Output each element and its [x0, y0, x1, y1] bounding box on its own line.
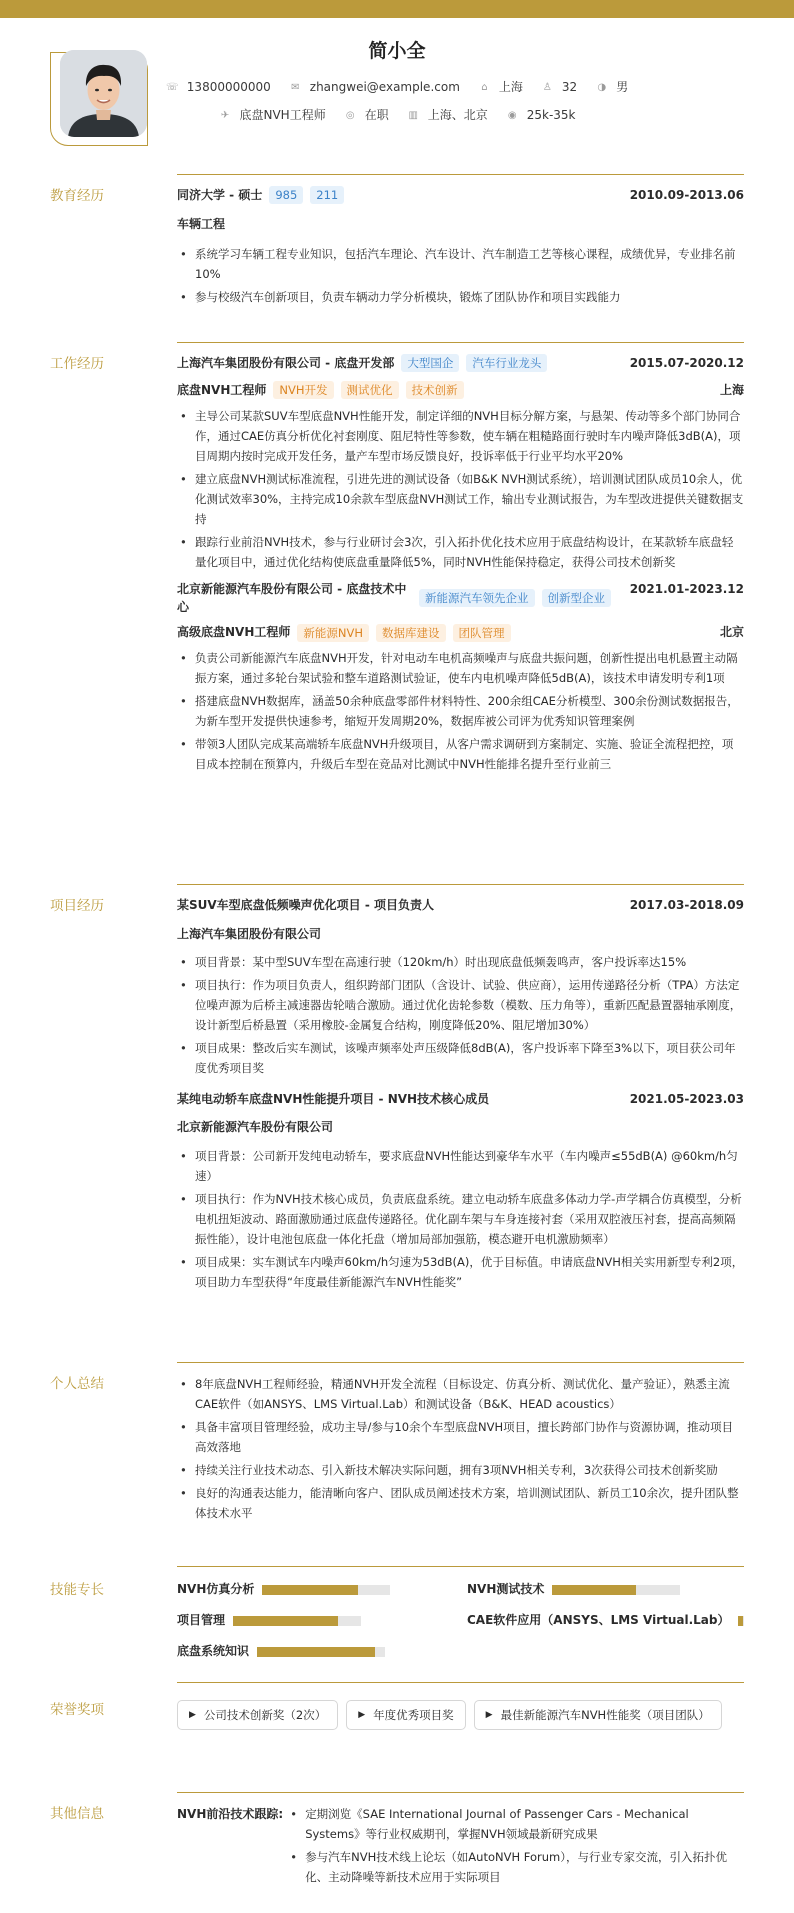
briefcase-icon: ✈ [220, 110, 230, 122]
list-item: • 建立底盘NVH测试标准流程，引进先进的测试设备（如B&K NVH测试系统），培训测试团队成员10余人，优化测试效率30%，主持完成10余款车型底盘NVH测试工作，输出专业测试报告，为车型改进提供关键数据支持 [177, 469, 744, 529]
status-item [344, 106, 389, 125]
skill-item [467, 1611, 744, 1630]
age-item [541, 78, 577, 97]
other-label: NVH前沿技术跟踪: [177, 1807, 284, 1821]
project-company: 北京新能源汽车股份有限公司 [177, 1120, 334, 1135]
skill-level-bar [552, 1585, 680, 1595]
salary-text: 25k-35k [526, 108, 576, 122]
list-item: • 跟踪行业前沿NVH技术，参与行业研讨会3次，引入拓扑优化技术应用于底盘结构设计，在某款轿车底盘轻量化项目中，通过优化结构使底盘重量降低5%，同时NVH性能保持稳定，获得公司技术创新奖 [177, 532, 744, 572]
gender-text: 男 [616, 80, 629, 94]
status-icon: ◎ [345, 110, 355, 122]
salary-item [506, 106, 576, 125]
triangle-icon: ▶ [485, 1710, 493, 1720]
award-badge [474, 1700, 722, 1730]
section-title: 技能专长 [50, 1582, 104, 1598]
city-text: 上海 [498, 80, 523, 94]
major: 车辆工程 [177, 216, 226, 231]
list-item: • 搭建底盘NVH数据库，涵盖50余种底盘零部件材料特性、200余组CAE分析模型、300余份测试数据报告，为新车型开发提供快速参考，缩短开发周期20%，数据库被公司评为优秀知识管理案例 [177, 691, 744, 731]
job-role: 底盘NVH工程师 [177, 382, 267, 397]
skill-level-bar [233, 1616, 361, 1626]
divider [177, 884, 744, 885]
tag: 技术创新 [406, 381, 464, 399]
home-icon: ⌂ [481, 82, 488, 94]
award-label: 公司技术创新奖（2次） [203, 1708, 327, 1722]
company-name: 北京新能源汽车股份有限公司 - 底盘技术中心 [177, 581, 407, 615]
skill-level-fill [738, 1616, 744, 1626]
tag: 新能源汽车领先企业 [419, 589, 535, 607]
skill-level-bar [738, 1616, 745, 1626]
section-title: 个人总结 [50, 1376, 104, 1392]
tag: 985 [269, 186, 303, 204]
job-location: 上海 [719, 382, 744, 397]
award-badge [346, 1700, 465, 1730]
skill-name: CAE软件应用（ANSYS、LMS Virtual.Lab） [467, 1613, 730, 1628]
list-item: • 项目成果：整改后实车测试，该噪声频率处声压级降低8dB(A)，客户投诉率下降至3%以下，项目获公司年度优秀项目奖 [177, 1038, 744, 1078]
divider [177, 1792, 744, 1793]
skill-name: NVH仿真分析 [177, 1582, 255, 1596]
skill-item [177, 1642, 467, 1661]
skill-item [467, 1580, 744, 1599]
list-item: • 参与汽车NVH技术线上论坛（如AutoNVH Forum），与行业专家交流，引入拓扑优化、主动降噪等新技术应用于实际项目 [287, 1847, 744, 1887]
title-text: 底盘NVH工程师 [239, 108, 326, 122]
list-item: • 系统学习车辆工程专业知识，包括汽车理论、汽车设计、汽车制造工艺等核心课程，成绩优异，专业排名前10% [177, 244, 744, 284]
email-text: zhangwei@example.com [309, 80, 460, 94]
money-icon: ◉ [507, 110, 517, 122]
list-item: • 主导公司某款SUV车型底盘NVH性能开发，制定详细的NVH目标分解方案，与悬架、传动等多个部门协同合作，通过CAE仿真分析优化衬套刚度、阻尼特性等参数，使车辆在粗糙路面行驶时车内噪声降低3dB(A)，项目周期内按时完成开发任务，量产车型市场反馈良好，投诉率低于行业平均水平20% [177, 406, 744, 466]
divider [177, 1682, 744, 1683]
tag: 大型国企 [401, 354, 459, 372]
skill-level-bar [262, 1585, 390, 1595]
tag: 数据库建设 [376, 624, 446, 642]
tag: 团队管理 [453, 624, 511, 642]
location-item [407, 106, 488, 125]
location-icon: ▥ [408, 110, 418, 122]
list-item: • 项目背景：某中型SUV车型在高速行驶（120km/h）时出现底盘低频轰鸣声，客户投诉率达15% [177, 952, 744, 972]
list-item: • 8年底盘NVH工程师经验，精通NVH开发全流程（目标设定、仿真分析、测试优化、量产验证），熟悉主流CAE软件（如ANSYS、LMS Virtual.Lab）和测试设备（B&K、HEAD acoustics） [177, 1374, 744, 1414]
location-text: 上海、北京 [427, 108, 488, 122]
title-item [218, 106, 325, 125]
divider [177, 1362, 744, 1363]
age-text: 32 [561, 80, 578, 94]
skill-level-fill [257, 1647, 375, 1657]
divider [177, 1566, 744, 1567]
phone-icon: ☏ [166, 82, 179, 94]
mail-icon: ✉ [291, 82, 300, 94]
phone-item [166, 78, 271, 97]
job-intent-row [0, 106, 794, 125]
phone-text: 13800000000 [186, 80, 271, 94]
list-item: • 定期浏览《SAE International Journal of Passenger Cars - Mechanical Systems》等行业权威期刊，掌握NVH领域最新研究成果 [287, 1804, 744, 1844]
top-accent-bar [0, 0, 794, 18]
list-item: • 持续关注行业技术动态、引入新技术解决实际问题，拥有3项NVH相关专利，3次获得公司技术创新奖励 [177, 1460, 744, 1480]
section-title: 其他信息 [50, 1806, 104, 1822]
list-item: • 项目背景：公司新开发纯电动轿车，要求底盘NVH性能达到豪华车水平（车内噪声≤55dB(A) @60km/h匀速） [177, 1146, 744, 1186]
skill-level-fill [552, 1585, 635, 1595]
tag: 测试优化 [341, 381, 399, 399]
skill-name: 项目管理 [177, 1613, 226, 1628]
date: 2017.03-2018.09 [629, 898, 744, 912]
list-item: • 项目执行：作为项目负责人，组织跨部门团队（含设计、试验、供应商），运用传递路径分析（TPA）方法定位噪声源为后桥主减速器齿轮啮合激励。通过优化齿轮参数（模数、压力角等），重新匹配悬置器轴承刚度，设计新型后桥悬置（采用橡胶-金属复合结构，刚度降低20%、阻尼增加30%） [177, 975, 744, 1035]
city-item [478, 78, 523, 97]
list-item: • 具备丰富项目管理经验，成功主导/参与10余个车型底盘NVH项目，擅长跨部门协作与资源协调，推动项目高效落地 [177, 1417, 744, 1457]
status-text: 在职 [364, 108, 389, 122]
section-title: 项目经历 [50, 898, 104, 914]
award-label: 年度优秀项目奖 [373, 1708, 454, 1722]
contact-row [0, 78, 794, 97]
section-title: 荣誉奖项 [50, 1702, 104, 1718]
divider [177, 174, 744, 175]
tag: 新能源NVH [297, 624, 369, 642]
job-location: 北京 [719, 624, 744, 639]
skill-level-bar [257, 1647, 385, 1657]
school-name: 同济大学 - 硕士 [177, 188, 263, 202]
triangle-icon: ▶ [189, 1710, 196, 1720]
skill-item [177, 1580, 467, 1599]
gender-item [595, 78, 628, 97]
award-badge [177, 1700, 338, 1730]
date: 2015.07-2020.12 [629, 356, 744, 370]
skill-name: NVH测试技术 [467, 1582, 545, 1596]
date: 2021.05-2023.03 [629, 1091, 744, 1106]
section-title: 工作经历 [50, 356, 104, 372]
skill-level-fill [233, 1616, 338, 1626]
user-icon: ♙ [542, 82, 552, 94]
tag: NVH开发 [273, 381, 333, 399]
project-company: 上海汽车集团股份有限公司 [177, 926, 322, 941]
skill-name: 底盘系统知识 [177, 1644, 250, 1659]
gender-icon: ◑ [597, 82, 607, 94]
tag: 211 [310, 186, 344, 204]
list-item: • 项目成果：实车测试车内噪声60km/h匀速为53dB(A)，优于目标值。申请底盘NVH相关实用新型专利2项，项目助力车型获得“年度最佳新能源汽车NVH性能奖” [177, 1252, 744, 1292]
tag: 创新型企业 [542, 589, 612, 607]
triangle-icon: ▶ [358, 1710, 366, 1720]
project-name: 某SUV车型底盘低频噪声优化项目 - 项目负责人 [177, 898, 435, 912]
date: 2010.09-2013.06 [629, 188, 744, 202]
job-role: 高级底盘NVH工程师 [177, 624, 291, 639]
date: 2021.01-2023.12 [629, 581, 744, 596]
section-title: 教育经历 [50, 188, 104, 204]
list-item: • 参与校级汽车创新项目，负责车辆动力学分析模块，锻炼了团队协作和项目实践能力 [177, 287, 744, 307]
list-item: • 良好的沟通表达能力，能清晰向客户、团队成员阐述技术方案，培训测试团队、新员工10余次，提升团队整体技术水平 [177, 1483, 744, 1523]
tag: 汽车行业龙头 [466, 354, 547, 372]
project-name: 某纯电动轿车底盘NVH性能提升项目 - NVH技术核心成员 [177, 1091, 490, 1106]
award-label: 最佳新能源汽车NVH性能奖（项目团队） [500, 1708, 710, 1722]
email-item [289, 78, 460, 97]
skill-level-fill [262, 1585, 358, 1595]
candidate-name: 简小全 [368, 40, 426, 62]
list-item: • 负责公司新能源汽车底盘NVH开发，针对电动车电机高频噪声与底盘共振问题，创新性提出电机悬置主动隔振方案，通过多轮台架试验和整车道路测试验证，使车内电机噪声降低5dB(A)，该技术申请发明专利1项 [177, 648, 744, 688]
list-item: • 带领3人团队完成某高端轿车底盘NVH升级项目，从客户需求调研到方案制定、实施、验证全流程把控，项目成本控制在预算内，升级后车型在竞品对比测试中NVH性能排名提升至行业前三 [177, 734, 744, 774]
skill-item [177, 1611, 467, 1630]
divider [177, 342, 744, 343]
skills-grid [177, 1580, 744, 1662]
list-item: • 项目执行：作为NVH技术核心成员，负责底盘系统。建立电动轿车底盘多体动力学-声学耦合仿真模型，分析电机扭矩波动、路面激励通过底盘传递路径。优化副车架与车身连接衬套（采用双腔液压衬套，提高高频隔振性能），设计电池包底盘一体化托盘（增加局部加强筋，模态避开电机激励频率） [177, 1189, 744, 1249]
company-name: 上海汽车集团股份有限公司 - 底盘开发部 [177, 356, 395, 370]
